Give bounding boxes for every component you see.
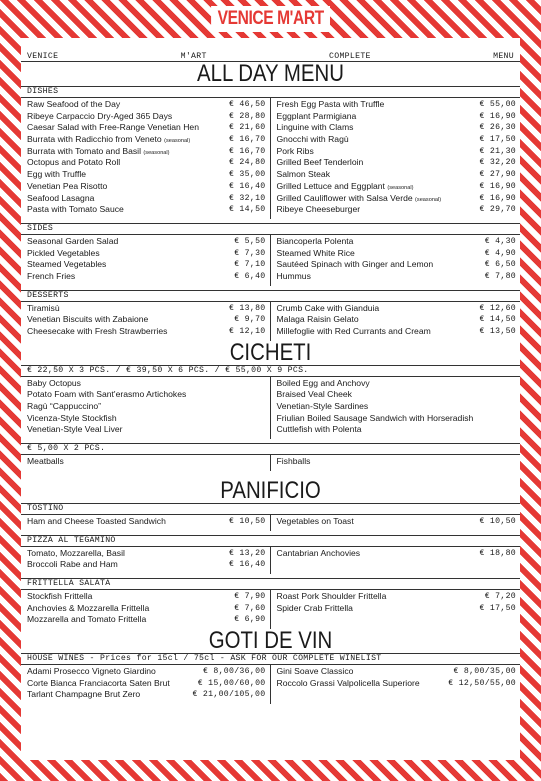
item-name-text: Cantabrian Anchovies — [276, 547, 361, 558]
item-name-text: Caesar Salad with Free-Range Venetian Hen — [27, 122, 199, 133]
item-name-text: Grilled Beef Tenderloin — [276, 157, 364, 168]
menu-item — [27, 401, 266, 413]
left-column — [21, 515, 271, 531]
right-column — [271, 377, 521, 439]
item-price: € 4,30 — [484, 236, 516, 246]
item-name: Vicenza-Style Stockfish — [27, 412, 117, 423]
section-columns — [21, 98, 520, 219]
item-price: € 16,70 — [229, 135, 266, 145]
item-price: € 16,40 — [229, 181, 266, 191]
item-name-text: Steamed White Rice — [276, 247, 355, 258]
item-price: € 32,20 — [479, 158, 516, 168]
item-name-text: Anchovies & Mozzarella Frittella — [27, 602, 150, 613]
item-name — [27, 689, 140, 701]
item-name-text: Gini Soave Classico — [276, 665, 354, 676]
item-name-text: Tomato, Mozzarella, Basil — [27, 547, 125, 558]
menu-item — [277, 122, 517, 134]
item-name — [277, 271, 311, 283]
item-name-text: Corte Bianca Franciacorta Saten Brut — [27, 677, 170, 688]
section-label: € 22,50 X 3 PCS. / € 39,50 X 6 PCS. / € 55,00 X 9 PCS. — [21, 365, 520, 377]
item-name: Cuttlefish with Polenta — [276, 424, 362, 435]
item-name — [277, 157, 364, 169]
right-column — [271, 590, 521, 629]
item-name-text: Ribeye Carpaccio Dry-Aged 365 Days — [27, 110, 173, 121]
item-name-text: Raw Seafood of the Day — [27, 99, 121, 109]
menu-item — [277, 516, 517, 528]
item-name-text: French Fries — [27, 270, 76, 281]
menu-item — [277, 157, 517, 169]
menu-item — [27, 271, 266, 283]
item-price: € 46,50 — [229, 100, 266, 109]
right-column — [271, 302, 521, 341]
item-name — [27, 614, 146, 626]
item-price: € 10,50 — [229, 516, 266, 526]
right-column — [271, 235, 521, 286]
item-price: € 7,80 — [484, 271, 516, 281]
item-name — [277, 193, 442, 205]
item-name-text: Roccolo Grassi Valpolicella Superiore — [276, 677, 420, 688]
item-name-text: Biancoperla Polenta — [276, 235, 354, 246]
item-price: € 6,90 — [234, 615, 266, 625]
item-name — [27, 146, 170, 158]
item-price: € 16,40 — [229, 560, 266, 570]
left-column — [21, 377, 271, 439]
item-price: € 16,90 — [479, 181, 516, 191]
menu-item — [277, 591, 517, 603]
item-price: € 12,60 — [479, 303, 516, 313]
item-price: € 16,70 — [229, 146, 266, 156]
header-complete: COMPLETE — [329, 52, 371, 61]
item-name — [27, 111, 172, 123]
item-name-text: Grilled Cauliflower with Salsa Verde — [276, 192, 413, 203]
section-label: PIZZA AL TEGAMINO — [21, 535, 520, 547]
cicheti-title: CICHETI — [229, 338, 312, 366]
left-column — [21, 590, 271, 629]
menu-item — [27, 193, 266, 205]
menu-item — [27, 111, 266, 123]
item-name — [27, 99, 120, 111]
item-price: € 21,00/105,00 — [192, 690, 266, 700]
menu-item — [27, 169, 266, 181]
item-price: € 17,50 — [479, 603, 516, 613]
item-name-text: Mozzarella and Tomato Frittella — [27, 614, 147, 625]
item-name — [277, 603, 353, 615]
item-name-text: Ribeye Cheeseburger — [276, 204, 361, 215]
item-name-text: Stockfish Frittella — [27, 590, 93, 601]
item-name — [27, 326, 167, 338]
item-price: € 29,70 — [479, 205, 516, 215]
item-name-text: Millefoglie with Red Currants and Cream — [276, 326, 431, 336]
section-columns — [21, 377, 520, 439]
item-name — [277, 122, 354, 134]
goti-title: GOTI DE VIN — [208, 626, 333, 654]
item-price: € 5,50 — [234, 236, 266, 246]
menu-item — [27, 413, 266, 425]
item-name — [27, 271, 75, 283]
menu-item — [27, 591, 266, 603]
menu-item — [277, 146, 517, 158]
item-name-text: Tiramisù — [27, 302, 60, 313]
item-name: Fishballs — [276, 456, 311, 467]
menu-item — [27, 378, 266, 390]
item-price: € 7,90 — [234, 591, 266, 601]
item-price: € 8,00/36,00 — [202, 666, 266, 676]
left-column — [21, 455, 271, 471]
section-label: HOUSE WINES - Prices for 15cl / 75cl - ASK FOR OUR COMPLETE WINELIST — [21, 653, 520, 665]
menu-item — [27, 259, 266, 271]
menu-item — [277, 181, 517, 193]
item-name — [277, 248, 355, 260]
menu-item — [27, 603, 266, 615]
menu-item — [27, 314, 266, 326]
item-price: € 16,90 — [479, 193, 516, 203]
item-price: € 8,00/35,00 — [453, 666, 516, 676]
item-name — [27, 169, 86, 181]
item-note: (seasonal) — [415, 196, 442, 203]
menu-item — [277, 169, 517, 181]
section-columns — [21, 547, 520, 574]
item-name-text: Eggplant Parmigiana — [276, 110, 357, 121]
item-name — [27, 603, 149, 615]
menu-item — [27, 157, 266, 169]
item-name-text: Pickled Vegetables — [27, 247, 100, 258]
item-name — [27, 314, 148, 326]
item-price: € 6,40 — [234, 271, 266, 281]
item-name — [277, 236, 354, 248]
item-price: € 12,10 — [229, 327, 266, 336]
item-name — [27, 236, 118, 248]
menu-item — [27, 236, 266, 248]
item-name-text: Gnocchi with Ragù — [276, 134, 349, 145]
header-menu: MENU — [493, 52, 514, 61]
item-name — [27, 303, 60, 315]
item-name-text: Linguine with Clams — [276, 122, 354, 133]
item-name-text: Pork Ribs — [276, 145, 314, 156]
right-column — [271, 547, 521, 574]
left-column — [21, 665, 271, 704]
item-name — [27, 122, 199, 134]
item-price: € 13,80 — [229, 303, 266, 313]
menu-item — [27, 303, 266, 315]
item-name: Baby Octopus — [27, 377, 81, 388]
item-name: Friulian Boiled Sausage Sandwich with Horseradish — [276, 412, 474, 423]
header-mart: M'ART — [180, 52, 207, 61]
left-column — [21, 302, 271, 341]
item-name — [277, 134, 349, 146]
menu-item — [277, 99, 517, 111]
menu-item — [27, 456, 266, 468]
item-price: € 21,30 — [479, 146, 516, 156]
item-name — [277, 591, 387, 603]
item-name — [277, 303, 380, 315]
menu-item — [277, 666, 517, 678]
menu-item — [277, 389, 517, 401]
menu-header — [21, 38, 520, 62]
section-label: € 5,00 X 2 PCS. — [21, 443, 520, 455]
menu-item — [27, 614, 266, 626]
item-name: Boiled Egg and Anchovy — [276, 377, 370, 388]
menu-item — [27, 424, 266, 436]
menu-item — [277, 303, 517, 315]
menu-item — [27, 99, 266, 111]
cicheti-section — [21, 365, 520, 479]
item-name: Ragù “Cappuccino” — [27, 401, 102, 412]
item-name-text: Hummus — [276, 270, 311, 281]
menu-item — [27, 678, 266, 690]
menu-item — [277, 603, 517, 615]
section-label: FRITTELLA SALATA — [21, 578, 520, 590]
item-name — [277, 99, 385, 111]
item-price: € 10,50 — [479, 516, 516, 526]
item-name — [277, 678, 420, 690]
menu-item — [27, 548, 266, 560]
item-name — [277, 146, 314, 158]
item-name-text: Pasta with Tomato Sauce — [27, 204, 124, 215]
menu-item — [277, 378, 517, 390]
menu-item — [277, 326, 517, 338]
menu-item — [277, 678, 517, 690]
left-column — [21, 98, 271, 219]
item-name-text: Steamed Vegetables — [27, 259, 107, 270]
item-name — [27, 666, 156, 678]
menu-item — [27, 122, 266, 134]
section-columns — [21, 665, 520, 704]
section-label: TOSTINO — [21, 503, 520, 515]
item-name-text: Grilled Lettuce and Eggplant — [276, 180, 385, 191]
item-name-text: Malaga Raisin Gelato — [276, 314, 359, 325]
item-name — [27, 678, 170, 690]
item-name — [27, 591, 92, 603]
menu-item — [277, 456, 517, 468]
item-price: € 17,50 — [479, 135, 516, 145]
section-columns — [21, 590, 520, 629]
item-name: Meatballs — [27, 456, 64, 467]
item-name: Venetian-Style Sardines — [276, 401, 369, 412]
item-name — [27, 559, 118, 571]
item-name — [277, 516, 354, 528]
section-columns — [21, 302, 520, 341]
item-price: € 16,90 — [479, 111, 516, 121]
menu-item — [277, 193, 517, 205]
item-name-text: Seasonal Garden Salad — [27, 235, 119, 246]
menu-item — [27, 181, 266, 193]
section-label: DISHES — [21, 86, 520, 98]
right-column — [271, 665, 521, 704]
item-name-text: Egg with Truffle — [27, 169, 87, 180]
item-name — [27, 181, 107, 193]
item-price: € 14,50 — [229, 205, 266, 215]
item-name-text: Seafood Lasagna — [27, 192, 95, 203]
menu-item — [27, 248, 266, 260]
left-column — [21, 547, 271, 574]
right-column — [271, 98, 521, 219]
item-name-text: Sautéed Spinach with Ginger and Lemon — [276, 259, 434, 270]
menu-item — [277, 204, 517, 216]
all-day-section — [21, 86, 520, 341]
item-name — [277, 326, 431, 338]
menu-item — [27, 389, 266, 401]
item-name — [27, 193, 94, 205]
item-price: € 7,20 — [484, 591, 516, 601]
menu-item — [277, 548, 517, 560]
menu-item — [27, 559, 266, 571]
item-price: € 15,00/60,00 — [197, 678, 266, 688]
section-label: DESSERTS — [21, 290, 520, 302]
item-name-text: Venetian Biscuits with Zabaione — [27, 314, 149, 325]
section-label: SIDES — [21, 223, 520, 235]
menu-item — [277, 134, 517, 146]
item-note: (seasonal) — [143, 149, 170, 156]
item-name-text: Crumb Cake with Gianduia — [276, 302, 380, 313]
item-price: € 26,30 — [479, 123, 516, 133]
item-name-text: Adami Prosecco Vigneto Giardino — [27, 665, 156, 676]
item-name — [27, 157, 120, 169]
item-name-text: Tarlant Champagne Brut Zero — [27, 689, 141, 700]
section-columns — [21, 515, 520, 531]
item-name — [277, 111, 357, 123]
menu-item — [277, 314, 517, 326]
item-price: € 13,50 — [479, 327, 516, 336]
item-price: € 28,80 — [229, 111, 266, 121]
menu-item — [277, 401, 517, 413]
all-day-title: ALL DAY MENU — [196, 60, 344, 87]
item-name — [27, 516, 166, 528]
item-name — [27, 548, 125, 560]
menu-item — [27, 516, 266, 528]
item-price: € 21,60 — [229, 123, 266, 133]
panificio-title: PANIFICIO — [220, 476, 321, 504]
item-name — [277, 314, 359, 326]
item-name-text: Octopus and Potato Roll — [27, 157, 121, 168]
menu-item — [27, 666, 266, 678]
item-name-text: Fresh Egg Pasta with Truffle — [276, 99, 385, 109]
item-price: € 12,50/55,00 — [448, 678, 516, 688]
item-price: € 32,10 — [229, 193, 266, 203]
menu-item — [277, 259, 517, 271]
item-name-text: Salmon Steak — [276, 169, 331, 180]
section-columns — [21, 235, 520, 286]
item-name — [27, 259, 106, 271]
item-note: (seasonal) — [387, 184, 414, 191]
menu-item — [27, 689, 266, 701]
right-column — [271, 455, 521, 471]
menu-item — [27, 134, 266, 146]
menu-item — [277, 248, 517, 260]
item-price: € 55,00 — [479, 100, 516, 109]
item-name-text: Broccoli Rabe and Ham — [27, 559, 118, 570]
item-name — [277, 204, 361, 216]
item-name — [27, 204, 124, 216]
item-price: € 7,30 — [234, 248, 266, 258]
section-columns — [21, 455, 520, 471]
menu-item — [27, 146, 266, 158]
item-name — [277, 169, 331, 181]
brand-logo: VENICE M'ART — [0, 0, 541, 38]
item-name — [277, 666, 354, 678]
item-price: € 18,80 — [479, 548, 516, 558]
item-price: € 7,10 — [234, 260, 266, 270]
menu-item — [27, 326, 266, 338]
item-name-text: Roast Pork Shoulder Frittella — [276, 590, 387, 601]
item-name — [277, 259, 434, 271]
panificio-section — [21, 503, 520, 629]
menu-item — [277, 413, 517, 425]
menu-item — [277, 424, 517, 436]
item-name: Potato Foam with Sant'erasmo Artichokes — [27, 389, 187, 400]
item-name — [27, 248, 100, 260]
item-price: € 35,00 — [229, 170, 266, 180]
item-name-text: Venetian Pea Risotto — [27, 180, 108, 191]
item-name-text: Ham and Cheese Toasted Sandwich — [27, 515, 166, 526]
header-venice: VENICE — [27, 52, 59, 61]
item-price: € 9,70 — [234, 315, 266, 325]
item-name-text: Cheesecake with Fresh Strawberries — [27, 326, 168, 336]
item-price: € 14,50 — [479, 315, 516, 325]
item-name — [277, 548, 361, 560]
menu-item — [27, 204, 266, 216]
item-price: € 13,20 — [229, 548, 266, 558]
item-name — [277, 181, 414, 193]
item-name — [27, 134, 190, 146]
item-name: Braised Veal Cheek — [276, 389, 352, 400]
menu-sheet — [21, 38, 520, 760]
menu-item — [277, 111, 517, 123]
item-price: € 4,90 — [484, 248, 516, 258]
item-name-text: Burrata with Tomato and Basil — [27, 145, 142, 156]
item-price: € 27,90 — [479, 170, 516, 180]
item-price: € 24,80 — [229, 158, 266, 168]
item-name-text: Spider Crab Frittella — [276, 602, 353, 613]
item-name-text: Vegetables on Toast — [276, 515, 354, 526]
item-name: Venetian-Style Veal Liver — [27, 424, 123, 435]
left-column — [21, 235, 271, 286]
item-price: € 7,60 — [234, 603, 266, 613]
item-price: € 6,50 — [484, 260, 516, 270]
menu-item — [277, 236, 517, 248]
right-column — [271, 515, 521, 531]
menu-item — [277, 271, 517, 283]
item-note: (seasonal) — [164, 138, 191, 145]
goti-section — [21, 653, 520, 704]
item-name-text: Burrata with Radicchio from Veneto — [27, 134, 162, 145]
